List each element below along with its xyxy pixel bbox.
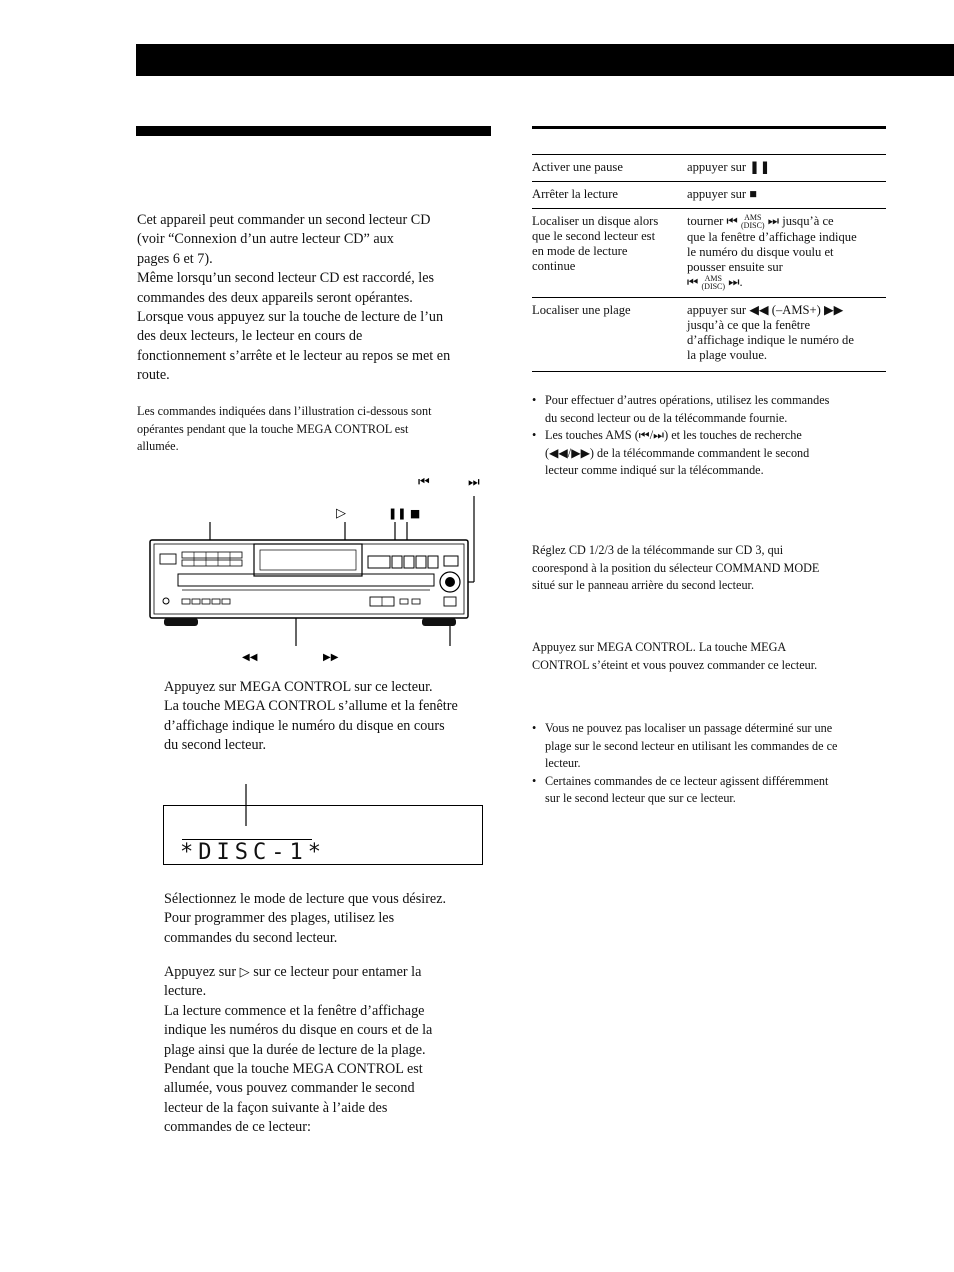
note-line: lecteur. [545,756,581,771]
how-first-line [687,214,886,230]
note-line: lecteur comme indiqué sur la télécommande. [545,463,764,478]
pause-stop-label: ❚❚ ■ [388,507,421,520]
cd-player-diagram [130,470,510,670]
step2-line: Sélectionnez le mode de lecture que vous désirez. [164,891,447,907]
how-line: pousser ensuite sur [687,260,783,275]
step3-line: commandes de ce lecteur: [164,1119,311,1136]
illustration-note [137,403,497,456]
intro-line: (voir “Connexion d’un autre lecteur CD” aux [137,231,394,248]
note-line: • Pour effectuer d’autres opérations, utilisez les commandes [545,393,830,407]
para-line: Réglez CD 1/2/3 de la télécommande sur CD 3, qui [532,543,784,557]
how-line: le numéro du disque voulu et [687,245,834,260]
note-line: du second lecteur ou de la télécommande fournie. [545,410,788,425]
next-track-label: ⏭ [468,475,480,490]
step-1 [164,678,494,756]
ams-bottom: (DISC) [701,282,726,292]
step3-line: La lecture commence et la fenêtre d’affichage [164,1002,425,1019]
table-cell-action: Localiser une plage [532,298,687,372]
table-cell-action: Arrêter la lecture [532,182,687,209]
display-window [163,805,483,865]
para2-line: commandes des deux appareils seront opérantes. [137,289,413,306]
ams-top: AMS [704,274,722,284]
table-row [532,155,886,182]
mega-control-paragraph [532,639,892,674]
notes-list-2 [532,720,892,808]
table-cell-action [532,209,687,298]
section-rule-right [532,126,886,129]
para2-line: fonctionnement s’arrête et le lecteur au repos se met en [137,347,451,364]
action-line: que le second lecteur est [532,229,656,243]
table-cell-how: appuyer sur ❚❚ [687,155,886,182]
step1-line: La touche MEGA CONTROL s’allume et la fenêtre [164,698,458,715]
notes-list-1 [532,392,892,480]
action-line: Localiser un disque alors [532,214,659,228]
table-cell-how [687,298,886,372]
how-last-line [687,275,886,291]
step2-line: Pour programmer des plages, utilisez les [164,910,395,927]
para-line: situé sur le panneau arrière du second lecteur. [532,578,754,593]
section-bar-left [136,126,491,136]
note-line: sur le second lecteur que sur ce lecteur. [545,791,736,806]
step3-line: allumée, vous pouvez commander le second [164,1080,415,1097]
para-line: Appuyez sur MEGA CONTROL. La touche MEGA [532,640,787,654]
how-line: que la fenêtre d’affichage indique [687,230,857,245]
rewind-label: ◀◀ [242,652,258,663]
fast-forward-label: ▶▶ [323,652,339,663]
how-mid: ⏭ jusqu’à ce [767,214,834,228]
step3-line: Pendant que la touche MEGA CONTROL est [164,1061,423,1078]
para2-line: des deux lecteurs, le lecteur en cours de [137,328,363,345]
list-item [532,392,892,427]
step2-line: commandes du second lecteur. [164,929,338,946]
step3-prefix: Appuyez sur [164,964,237,980]
list-item [532,427,892,480]
table-cell-action: Activer une pause [532,155,687,182]
table-row [532,209,886,298]
step3-line: plage ainsi que la durée de lecture de la plage. [164,1041,426,1058]
intro-line: Cet appareil peut commander un second lecteur CD [137,212,431,228]
note-line: • Vous ne pouvez pas localiser un passage déterminé sur une [545,721,833,735]
step3-line: lecteur de la façon suivante à l’aide des [164,1099,388,1116]
note-line: Les commandes indiquées dans l’illustration ci-dessous sont [137,404,432,418]
ams-disc-label [741,214,765,230]
table-cell-how: appuyer sur ■ [687,182,886,209]
para2-line: Même lorsqu’un second lecteur CD est raccordé, les [137,270,435,287]
ams-bottom: (DISC) [741,221,765,231]
display-text: *DISC-1* [180,840,326,865]
step-3 [164,963,494,1138]
play-icon: ▷ [239,965,250,980]
remote-paragraph [532,542,892,595]
how-line: appuyer sur ◀◀ (–AMS+) ▶▶ [687,303,844,318]
how-line: jusqu’à ce que la fenêtre [687,318,811,333]
intro-line: pages 6 et 7). [137,250,213,267]
step3-line: indique les numéros du disque en cours et de la [164,1022,433,1039]
note-line: (◀◀/▶▶) de la télécommande commandent le second [545,445,810,460]
note-line: plage sur le second lecteur en utilisant les commandes de ce [545,738,838,753]
step3-suffix: sur ce lecteur pour entamer la [253,964,422,980]
step3-first-line [164,963,494,982]
step1-line: Appuyez sur MEGA CONTROL sur ce lecteur. [164,679,433,695]
action-line: en mode de lecture [532,244,628,258]
step1-line: du second lecteur. [164,737,267,754]
list-item [532,773,892,808]
operations-table [532,154,886,372]
step3-line: lecture. [164,983,207,1000]
ams-top: AMS [744,213,762,223]
table-row [532,298,886,372]
prev-track-label: ⏮ [418,475,430,490]
para2-line: route. [137,367,170,384]
header-bar [136,44,954,76]
how-line: d’affichage indique le numéro de [687,333,854,348]
note-line: allumée. [137,439,179,454]
para2-line: Lorsque vous appuyez sur la touche de lecture de l’un [137,309,444,326]
step1-line: d’affichage indique le numéro du disque en cours [164,717,445,734]
intro-text [137,211,497,386]
operations-table-wrap [532,154,886,372]
action-line: continue [532,259,576,273]
how-last-suffix: ⏭. [728,275,743,290]
note-line: opérantes pendant que la touche MEGA CONTROL est [137,421,409,436]
how-last-prefix: ⏮ [687,275,699,290]
how-line: la plage voulue. [687,348,768,363]
ams-disc-label [702,275,726,291]
step-2 [164,890,494,948]
list-item [532,720,892,773]
table-row [532,182,886,209]
para-line: coorespond à la position du sélecteur COMMAND MODE [532,560,820,575]
play-label: ▷ [336,506,346,521]
how-prefix: tourner ⏮ [687,214,738,228]
note-line: • Les touches AMS (⏮/⏭) et les touches de recherche [545,428,802,443]
table-cell-how [687,209,886,298]
para-line: CONTROL s’éteint et vous pouvez commander ce lecteur. [532,657,818,672]
note-line: • Certaines commandes de ce lecteur agissent différemment [545,773,829,788]
